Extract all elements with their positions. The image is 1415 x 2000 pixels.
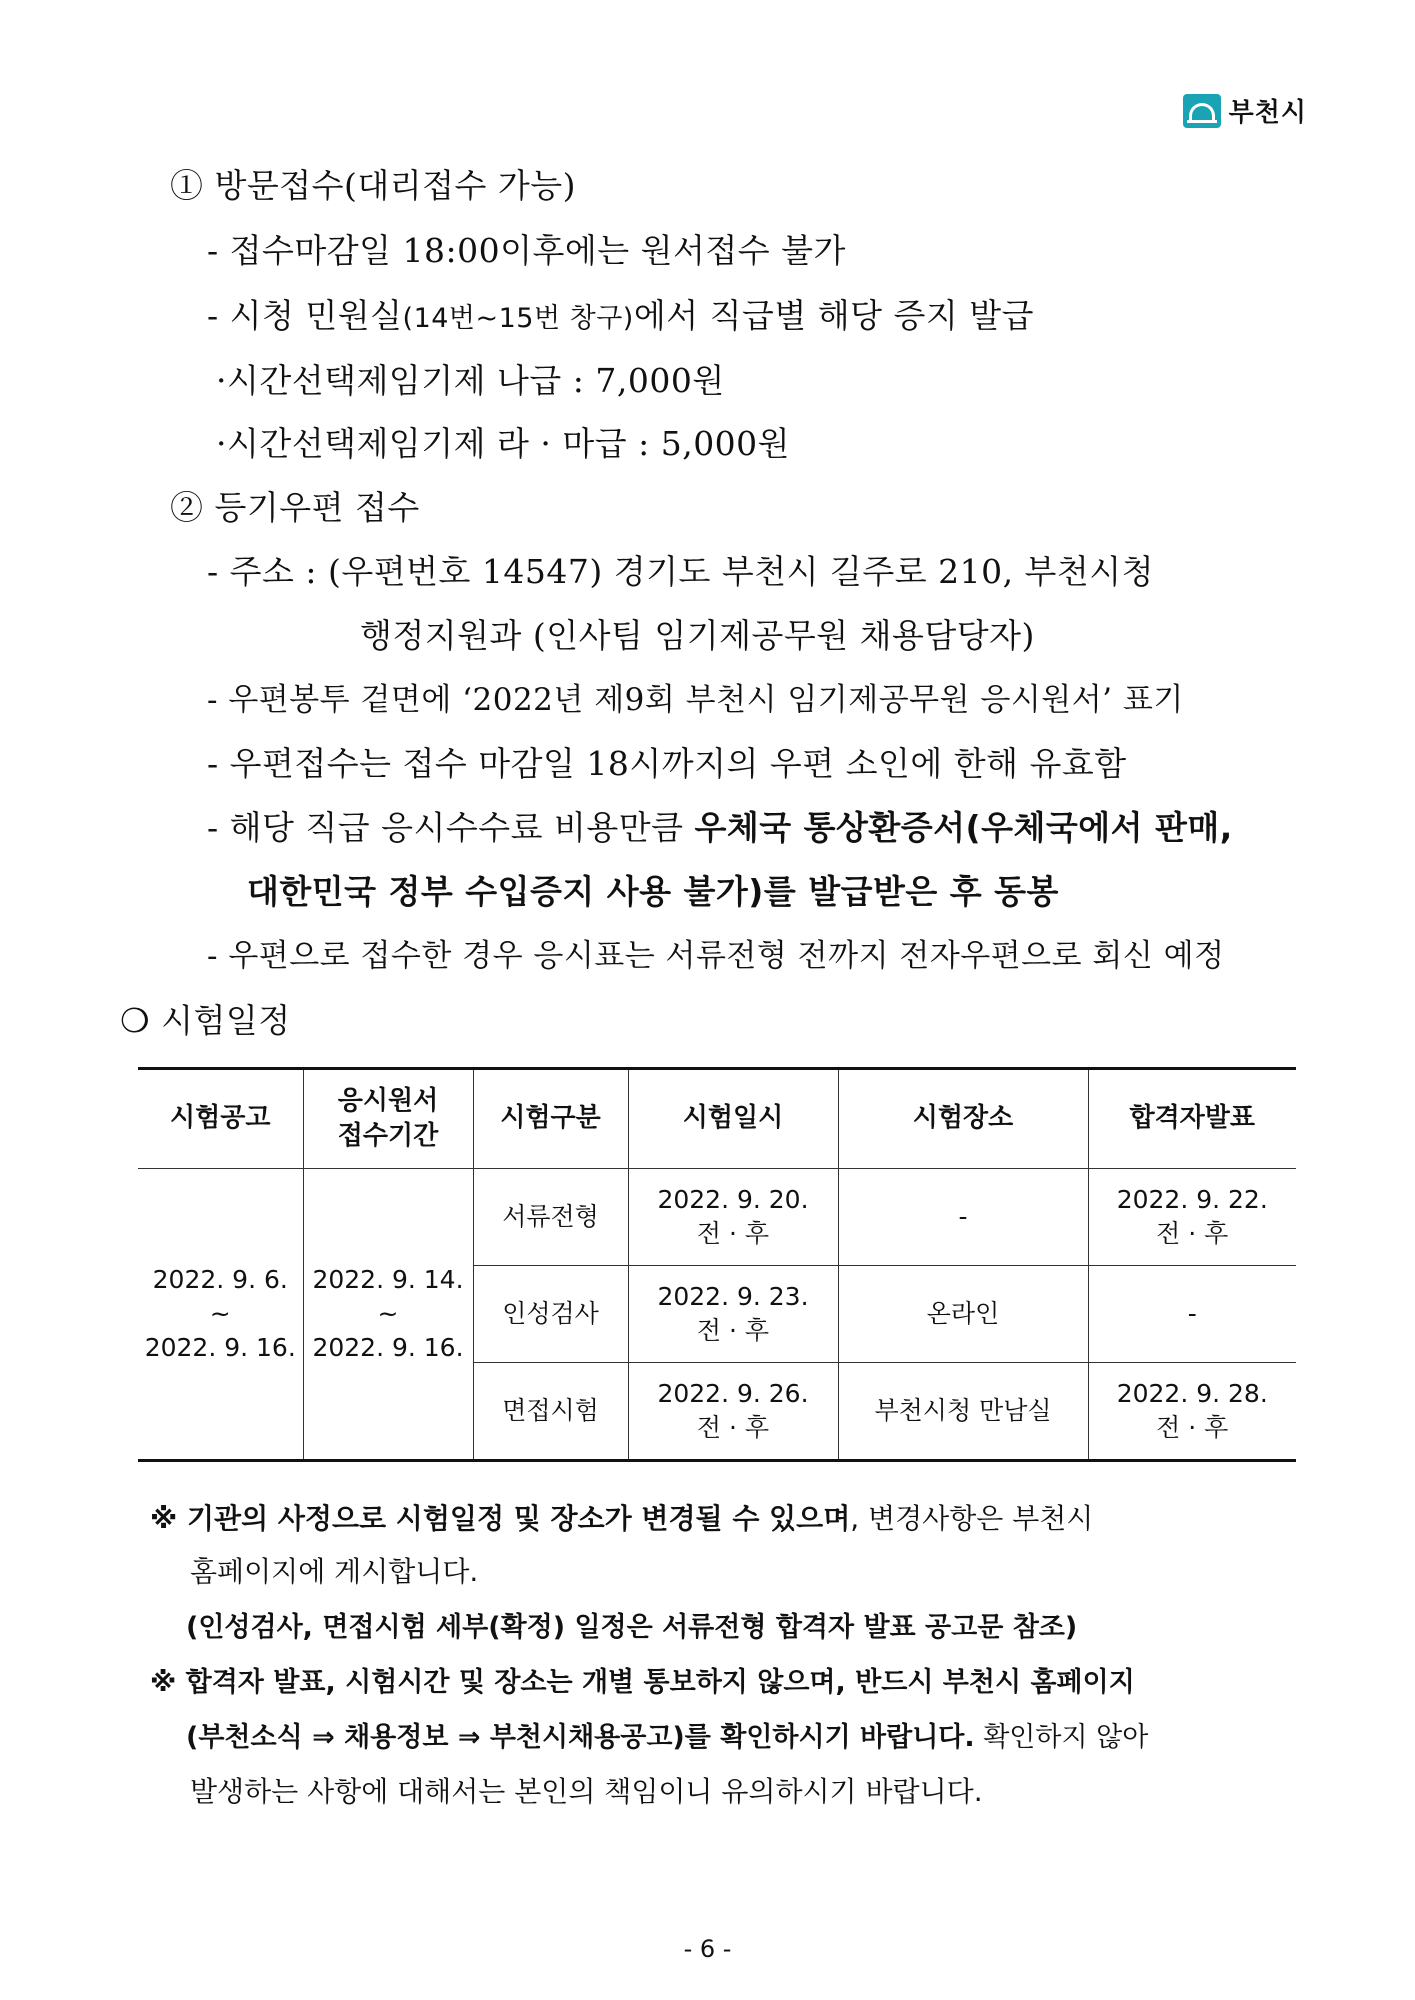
schedule-title: ❍ 시험일정 — [120, 1001, 291, 1040]
exam-date-cell: 2022. 9. 23. 전 · 후 — [628, 1266, 838, 1363]
mail-address-line2: 행정지원과 (인사팀 임기제공무원 채용담당자) — [360, 616, 1035, 655]
item2-title: ② 등기우편 접수 — [170, 488, 420, 527]
exam-date-cell: 2022. 9. 20. 전 · 후 — [628, 1169, 838, 1266]
exam-place-cell: 온라인 — [838, 1266, 1088, 1363]
result-date-cell: - — [1088, 1266, 1296, 1363]
exam-place-cell: 부천시청 만남실 — [838, 1363, 1088, 1461]
fee-grade-ra-ma: ·시간선택제임기제 라 · 마급 : 5,000원 — [216, 424, 791, 463]
exam-date-cell: 2022. 9. 26. 전 · 후 — [628, 1363, 838, 1461]
exam-place-cell: - — [838, 1169, 1088, 1266]
header-notice: 시험공고 — [138, 1069, 303, 1169]
table-header-row — [138, 1069, 1296, 1169]
exam-type-cell: 서류전형 — [473, 1169, 628, 1266]
buchon-logo — [1183, 92, 1307, 129]
logo-text: 부천시 — [1228, 98, 1307, 128]
table-row — [138, 1169, 1296, 1266]
note-announcement-3: 발생하는 사항에 대해서는 본인의 책임이니 유의하시기 바랍니다. — [190, 1775, 983, 1808]
header-exam-place: 시험장소 — [838, 1069, 1088, 1169]
application-period-cell: 2022. 9. 14. ~ 2022. 9. 16. — [303, 1169, 473, 1461]
exam-type-cell: 인성검사 — [473, 1266, 628, 1363]
money-order-note-2: 대한민국 정부 수입증지 사용 불가)를 발급받은 후 동봉 — [247, 872, 1059, 911]
note-announcement-2: (부천소식 ⇒ 채용정보 ⇒ 부천시채용공고)를 확인하시기 바랍니다. 확인하지 않아 — [186, 1722, 1149, 1753]
item1-line-office: - 시청 민원실(14번~15번 창구)에서 직급별 해당 증지 발급 — [207, 296, 1034, 335]
header-exam-type: 시험구분 — [473, 1069, 628, 1169]
note-schedule-change-2: 홈페이지에 게시합니다. — [190, 1555, 479, 1588]
postmark-note: - 우편접수는 접수 마감일 18시까지의 우편 소인에 한해 유효함 — [207, 744, 1127, 783]
result-date-cell: 2022. 9. 28. 전 · 후 — [1088, 1363, 1296, 1461]
ticket-reply-note: - 우편으로 접수한 경우 응시표는 서류전형 전까지 전자우편으로 회신 예정 — [207, 938, 1225, 974]
header-exam-date: 시험일시 — [628, 1069, 838, 1169]
note-announcement: ※ 합격자 발표, 시험시간 및 장소는 개별 통보하지 않으며, 반드시 부천시 홈페이지 — [150, 1667, 1135, 1698]
notice-period-cell: 2022. 9. 6. ~ 2022. 9. 16. — [138, 1169, 303, 1461]
header-application-period: 응시원서 접수기간 — [303, 1069, 473, 1169]
item1-title: ① 방문접수(대리접수 가능) — [170, 166, 577, 205]
fee-grade-na: ·시간선택제임기제 나급 : 7,000원 — [216, 361, 725, 400]
exam-type-cell: 면접시험 — [473, 1363, 628, 1461]
header-result: 합격자발표 — [1088, 1069, 1296, 1169]
envelope-note: - 우편봉투 겉면에 ‘2022년 제9회 부천시 임기제공무원 응시원서’ 표기 — [207, 682, 1184, 718]
page-number: - 6 - — [683, 1935, 732, 1963]
money-order-note: - 해당 직급 응시수수료 비용만큼 우체국 통상환증서(우체국에서 판매, — [207, 808, 1233, 847]
note-schedule-change: ※ 기관의 사정으로 시험일정 및 장소가 변경될 수 있으며, 변경사항은 부천시 — [150, 1502, 1094, 1535]
buchon-emblem-icon — [1183, 94, 1221, 128]
mail-address-line1: - 주소 : (우편번호 14547) 경기도 부천시 길주로 210, 부천시청 — [207, 552, 1155, 591]
item1-line-deadline: - 접수마감일 18:00이후에는 원서접수 불가 — [207, 231, 846, 270]
result-date-cell: 2022. 9. 22. 전 · 후 — [1088, 1169, 1296, 1266]
note-interview-detail: (인성검사, 면접시험 세부(확정) 일정은 서류전형 합격자 발표 공고문 참조) — [186, 1612, 1078, 1643]
exam-schedule-table — [138, 1067, 1296, 1462]
